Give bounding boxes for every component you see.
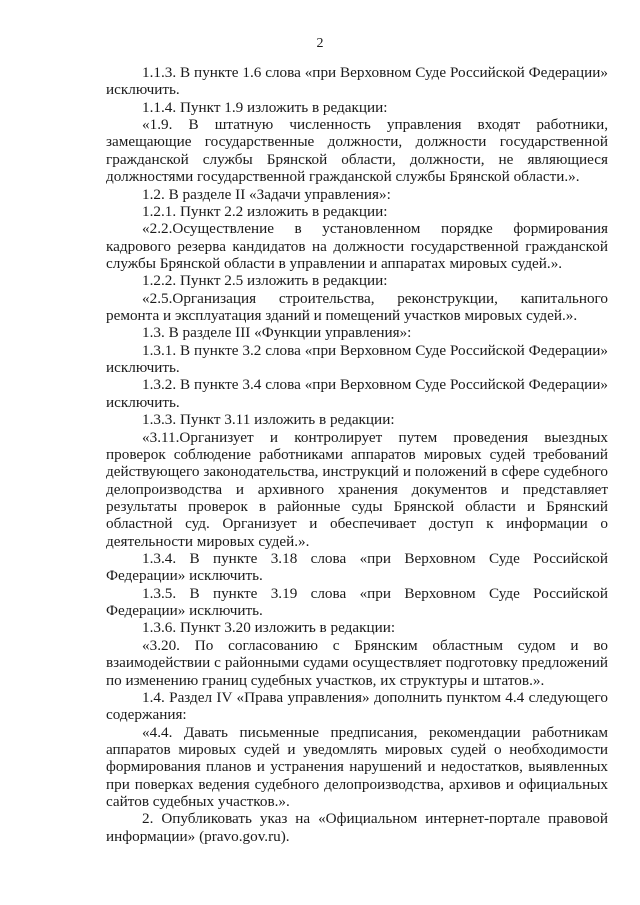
paragraph-1-3-1: 1.3.1. В пункте 3.2 слова «при Верховном Суде Российской Федерации» исключить.: [106, 341, 608, 377]
paragraph-1-1-4: 1.1.4. Пункт 1.9 изложить в редакции:: [142, 98, 388, 116]
paragraph-1-4: 1.4. Раздел IV «Права управления» дополнить пунктом 4.4 следующего содержания:: [106, 688, 608, 724]
quote-1-9: «1.9. В штатную численность управления входят работники, замещающие государственные должности, должности государственной гражданской службы Брянской области, должности, не являющиеся должностями государственной гражданской службы Брянской области.».: [106, 116, 608, 186]
paragraph-1-3: 1.3. В разделе III «Функции управления»:: [142, 324, 412, 342]
quote-3-20: «3.20. По согласованию с Брянским областным судом и во взаимодействии с районными судами осуществляет подготовку предложений по изменению границ судебных участков, их структуры и штатов.».: [106, 636, 608, 689]
quote-3-11: «3.11.Организует и контролирует путем проведения выездных проверок соблюдение работниками аппаратов мировых судей требований действующего законодательства, инструкций и положений в сфере судебного делопроизводства и архивного хранения документов и представляет результаты проверок в районные суды Брянской области и Брянский областной суд. Организует и обеспечивает доступ к информации о деятельности мировых судей.».: [106, 428, 608, 550]
paragraph-1-1-3: 1.1.3. В пункте 1.6 слова «при Верховном Суде Российской Федерации» исключить.: [106, 64, 608, 99]
quote-4-4: «4.4. Давать письменные предписания, рекомендации работникам аппаратов мировых судей и уведомлять мировых судей о необходимости формирования планов и устранения нарушений и недостатков, выявленных при поверках ведения судебного делопроизводства, архивов и официальных сайтов судебных участков.».: [106, 723, 608, 810]
paragraph-1-2-2: 1.2.2. Пункт 2.5 изложить в редакции:: [142, 272, 388, 290]
paragraph-1-2-1: 1.2.1. Пункт 2.2 изложить в редакции:: [142, 202, 388, 220]
paragraph-1-3-6: 1.3.6. Пункт 3.20 изложить в редакции:: [142, 619, 396, 637]
paragraph-2: 2. Опубликовать указ на «Официальном интернет-портале правовой информации» (pravo.gov.ru).: [106, 810, 608, 845]
paragraph-1-3-5: 1.3.5. В пункте 3.19 слова «при Верховном Суде Российской Федерации» исключить.: [106, 584, 608, 620]
quote-2-5: «2.5.Организация строительства, реконструкции, капитального ремонта и эксплуатация зданий и помещений участков мировых судей.».: [106, 289, 608, 325]
paragraph-1-2: 1.2. В разделе II «Задачи управления»:: [142, 185, 391, 203]
quote-2-2: «2.2.Осуществление в установленном порядке формирования кадрового резерва кандидатов на должности государственной гражданской службы Брянской области в управлении и аппаратах мировых судей.».: [106, 220, 608, 272]
paragraph-1-3-3: 1.3.3. Пункт 3.11 изложить в редакции:: [142, 411, 395, 429]
paragraph-1-3-4: 1.3.4. В пункте 3.18 слова «при Верховном Суде Российской Федерации» исключить.: [106, 550, 608, 585]
document-body: [106, 64, 608, 845]
page-number: 2: [316, 36, 324, 51]
paragraph-1-3-2: 1.3.2. В пункте 3.4 слова «при Верховном Суде Российской Федерации» исключить.: [106, 376, 608, 411]
